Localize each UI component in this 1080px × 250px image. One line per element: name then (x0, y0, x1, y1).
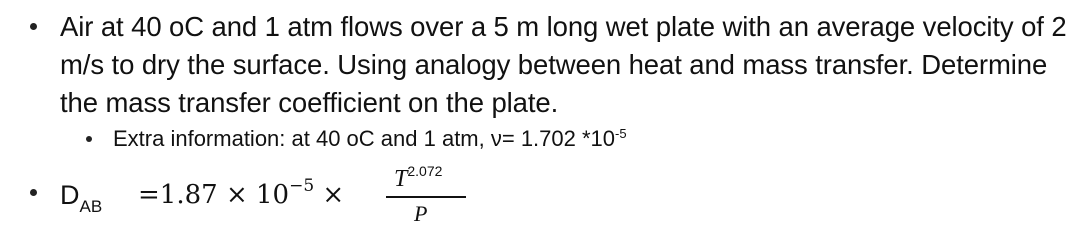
formula-coefficient (138, 178, 344, 212)
problem-statement: Air at 40 oC and 1 atm flows over a 5 m long wet plate with an average velocity of 2 m/s to dry the surface. Using analogy between heat and mass transfer. Determine the mass transfer coefficient on the plate. (60, 11, 1067, 118)
bullet-problem (30, 23, 37, 30)
formula-numerator (394, 164, 442, 194)
bullet-extra-info (86, 136, 92, 142)
formula-numerator-exponent: 2.072 (407, 163, 443, 179)
formula-denominator: P (414, 201, 428, 226)
formula-coefficient-text: =1.87 × 10 (138, 180, 290, 210)
formula-subscript: AB (79, 197, 103, 216)
formula-times: × (322, 180, 345, 210)
formula-coefficient-exponent: −5 (289, 176, 315, 196)
bullet-formula (30, 189, 37, 196)
diffusivity-formula (60, 163, 480, 238)
formula-numerator-base: T (394, 166, 408, 192)
extra-information (113, 124, 627, 154)
fraction-bar (386, 196, 466, 198)
formula-symbol (60, 178, 102, 216)
formula-fraction (386, 164, 468, 234)
formula-symbol-letter: D (60, 180, 80, 210)
extra-information-exponent: -5 (615, 126, 627, 141)
extra-information-text: Extra information: at 40 oC and 1 atm, ν= 1.702 *10 (113, 126, 616, 151)
